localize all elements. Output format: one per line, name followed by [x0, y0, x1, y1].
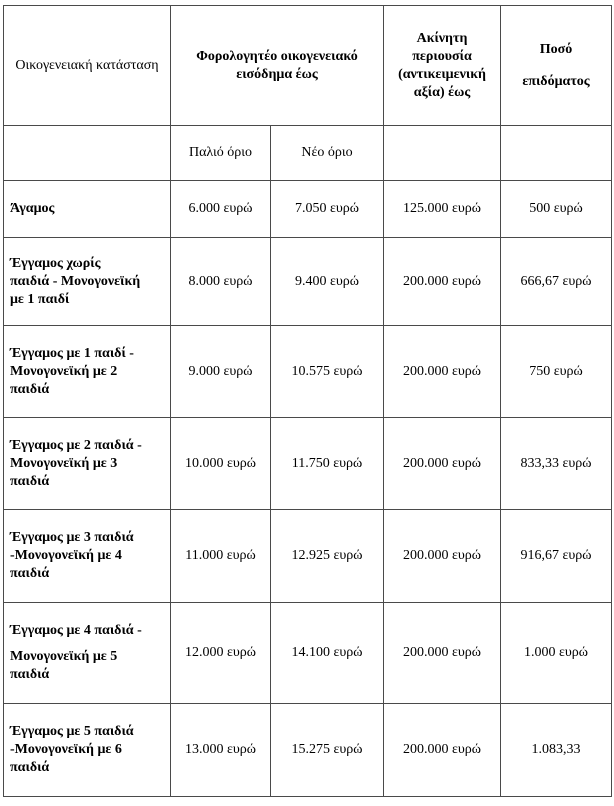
status-line: Έγγαμος με 3 παιδιά — [10, 530, 134, 545]
status-line: παιδιά - Μονογονεϊκή — [10, 273, 141, 289]
header-income: Φορολογητέο οικογενειακό εισόδημα έως — [171, 6, 384, 126]
new-limit-cell: 11.750 ευρώ — [271, 418, 384, 510]
table-row — [4, 418, 612, 510]
old-limit-cell: 6.000 ευρώ — [171, 181, 271, 238]
header-amount-line2: επιδόματος — [522, 73, 590, 89]
status-cell — [4, 326, 171, 418]
old-limit-cell: 10.000 ευρώ — [171, 418, 271, 510]
old-limit-cell: 13.000 ευρώ — [171, 704, 271, 797]
subheader-row — [4, 126, 612, 181]
status-line: παιδιά — [10, 566, 50, 581]
amount-cell: 666,67 ευρώ — [501, 238, 612, 326]
new-limit-cell: 9.400 ευρώ — [271, 238, 384, 326]
status-line: Μονογονεϊκή με 2 — [10, 363, 118, 379]
status-line: Έγγαμος με 5 παιδιά — [10, 724, 134, 739]
table-row — [4, 603, 612, 704]
property-cell: 125.000 ευρώ — [384, 181, 501, 238]
amount-cell: 1.083,33 — [501, 704, 612, 797]
amount-cell: 833,33 ευρώ — [501, 418, 612, 510]
status-cell — [4, 418, 171, 510]
status-line: Έγγαμος με 2 παιδιά - — [10, 437, 142, 453]
amount-cell: 1.000 ευρώ — [501, 603, 612, 704]
header-property: Ακίνητη περιουσία (αντικειμενική αξία) έως — [384, 6, 501, 126]
status-cell — [4, 510, 171, 603]
old-limit-cell: 9.000 ευρώ — [171, 326, 271, 418]
status-line: παιδιά — [10, 381, 50, 397]
status-line: -Μονογονεϊκή με 6 — [10, 742, 122, 757]
amount-cell: 500 ευρώ — [501, 181, 612, 238]
new-limit-cell: 7.050 ευρώ — [271, 181, 384, 238]
subheader-empty-amount — [501, 126, 612, 181]
status-cell — [4, 603, 171, 704]
property-cell: 200.000 ευρώ — [384, 238, 501, 326]
old-limit-cell: 11.000 ευρώ — [171, 510, 271, 603]
status-line: Μονογονεϊκή με 3 — [10, 455, 118, 471]
status-cell — [4, 704, 171, 797]
old-limit-cell: 8.000 ευρώ — [171, 238, 271, 326]
benefit-limits-table — [3, 5, 612, 797]
property-cell: 200.000 ευρώ — [384, 603, 501, 704]
table-row — [4, 181, 612, 238]
status-line: με 1 παιδί — [10, 291, 70, 307]
amount-cell: 916,67 ευρώ — [501, 510, 612, 603]
header-amount-line1: Ποσό — [539, 41, 573, 57]
subheader-empty-property — [384, 126, 501, 181]
property-cell: 200.000 ευρώ — [384, 326, 501, 418]
property-cell: 200.000 ευρώ — [384, 704, 501, 797]
status-cell — [4, 181, 171, 238]
old-limit-cell: 12.000 ευρώ — [171, 603, 271, 704]
subheader-old-limit: Παλιό όριο — [171, 126, 271, 181]
status-line: Έγγαμος χωρίς — [10, 255, 101, 271]
status-line: -Μονογονεϊκή με 4 — [10, 548, 122, 563]
status-line: Έγγαμος με 1 παιδί - — [10, 345, 134, 361]
property-cell: 200.000 ευρώ — [384, 510, 501, 603]
status-line: παιδιά — [10, 473, 50, 489]
header-amount — [501, 6, 612, 126]
table-row — [4, 704, 612, 797]
table-row — [4, 326, 612, 418]
status-line: Άγαμος — [10, 201, 55, 216]
property-cell: 200.000 ευρώ — [384, 418, 501, 510]
table-row — [4, 238, 612, 326]
header-family-status: Οικογενειακή κατάσταση — [4, 6, 171, 126]
subheader-empty-status — [4, 126, 171, 181]
status-line: Μονογονεϊκή με 5 — [10, 649, 118, 664]
amount-cell: 750 ευρώ — [501, 326, 612, 418]
status-line: Έγγαμος με 4 παιδιά - — [10, 623, 142, 638]
status-line: παιδιά — [10, 667, 50, 682]
header-row — [4, 6, 612, 126]
status-line: παιδιά — [10, 760, 50, 775]
new-limit-cell: 15.275 ευρώ — [271, 704, 384, 797]
status-cell — [4, 238, 171, 326]
new-limit-cell: 10.575 ευρώ — [271, 326, 384, 418]
new-limit-cell: 14.100 ευρώ — [271, 603, 384, 704]
new-limit-cell: 12.925 ευρώ — [271, 510, 384, 603]
table-row — [4, 510, 612, 603]
subheader-new-limit: Νέο όριο — [271, 126, 384, 181]
